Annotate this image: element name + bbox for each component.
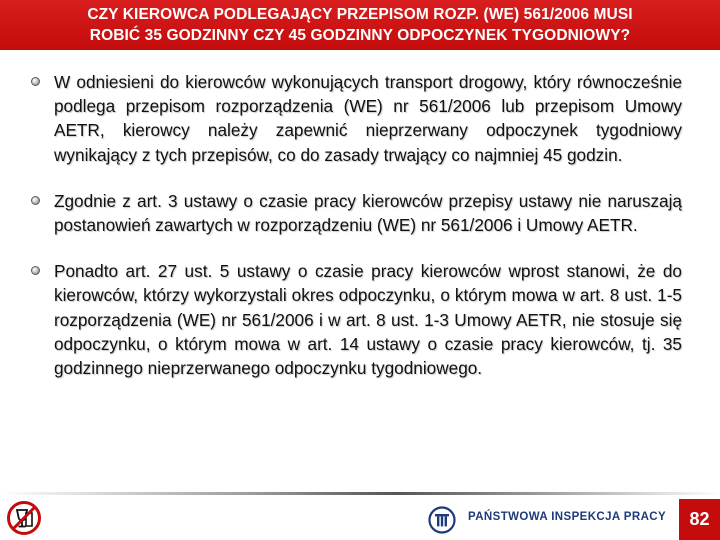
paragraph-text-1: W odniesieni do kierowców wykonujących transport drogowy, który równocześnie podlega przepisom rozporządzenia (WE) nr 561/2006 lub przepisom Umowy AETR, kierowcy należy zapewnić nieprzerwany odpoczynek tygodniowy wynikający z tych przepisów, co do zasady trwający co najmniej 45 godzin. — [54, 72, 682, 165]
bullet-icon — [31, 77, 40, 86]
slide-title-bar — [0, 0, 720, 50]
bullet-icon — [31, 196, 40, 205]
paragraph-text-3: Ponadto art. 27 ust. 5 ustawy o czasie pracy kierowców wprost stanowi, że do kierowców, którzy wykorzystali okres odpoczynku, o którym mowa w art. 8 ust. 1-5 rozporządzenia (WE) nr 561/2006 i w art. 8 ust. 1-3 Umowy AETR, nie stosuje się odpoczynku, o którym mowa w art. 14 ustawy o czasie pracy kierowców, tj. 35 godzinnego nieprzerwanego odpoczynku tygodniowego. — [54, 261, 682, 379]
pip-logo — [428, 506, 456, 534]
no-alcohol-icon — [6, 500, 42, 536]
organization-name: PAŃSTWOWA INSPEKCJA PRACY — [468, 511, 667, 523]
bullet-paragraph-3 — [30, 259, 682, 380]
bullet-paragraph-2 — [30, 189, 682, 237]
bullet-icon — [31, 266, 40, 275]
bullet-paragraph-1 — [30, 70, 682, 167]
page-number: 82 — [679, 499, 720, 540]
slide-title-line-1: CZY KIEROWCA PODLEGAJĄCY PRZEPISOM ROZP. (WE) 561/2006 MUSI — [87, 6, 633, 23]
slide-content — [30, 70, 682, 402]
footer-divider — [0, 492, 720, 495]
paragraph-text-2: Zgodnie z art. 3 ustawy o czasie pracy kierowców przepisy ustawy nie naruszają postanowień zawartych w rozporządzeniu (WE) nr 561/2006 i Umowy AETR. — [54, 190, 682, 236]
slide-title-line-2: ROBIĆ 35 GODZINNY CZY 45 GODZINNY ODPOCZYNEK TYGODNIOWY? — [89, 27, 631, 44]
